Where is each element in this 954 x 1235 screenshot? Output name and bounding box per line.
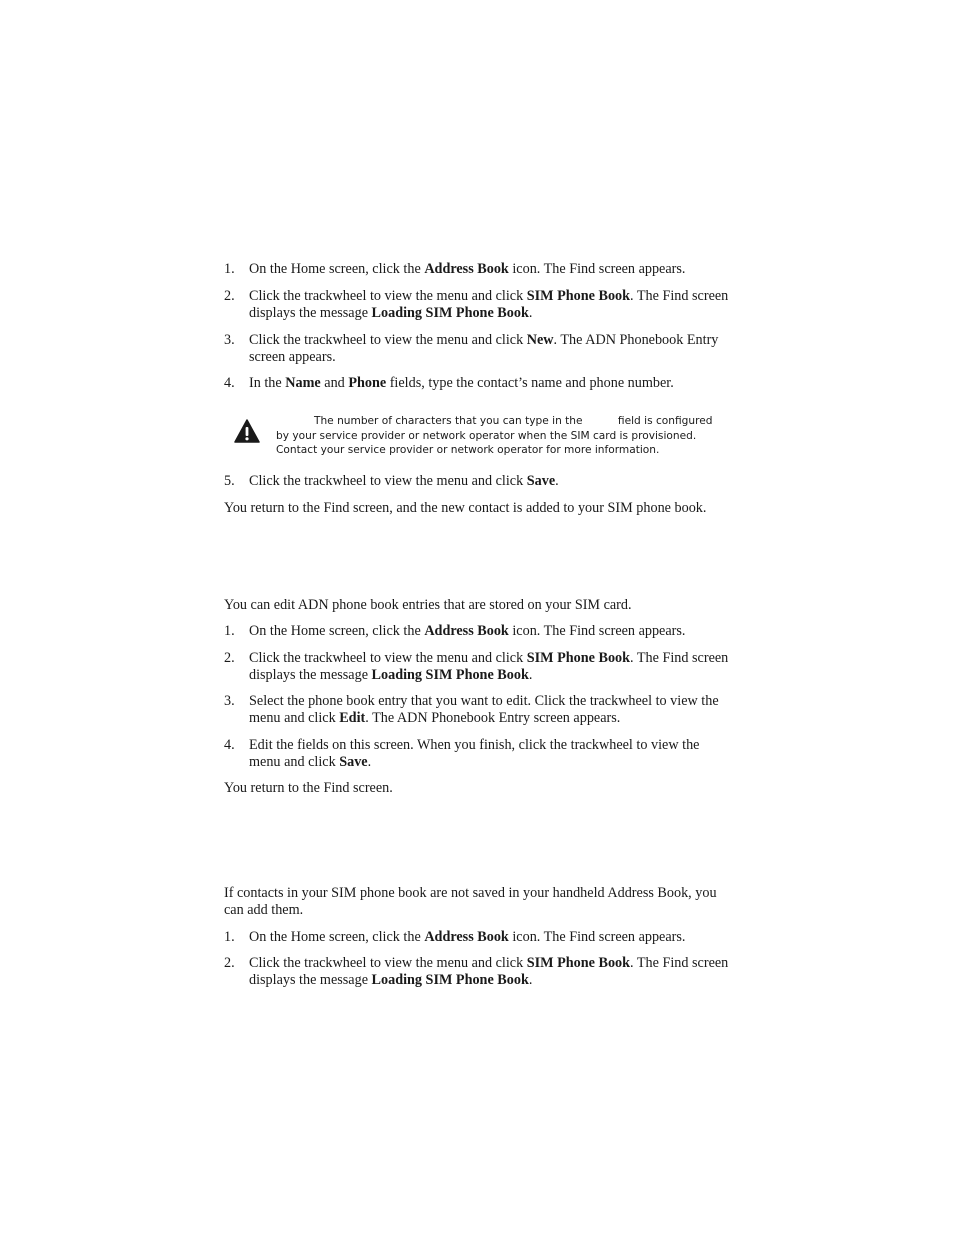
step-number: 2. — [224, 288, 235, 304]
s1-step-3 — [224, 332, 734, 366]
s1-step-2 — [224, 288, 734, 322]
s1-step-5 — [224, 473, 734, 490]
warning-note — [234, 413, 713, 459]
step-text: Click the trackwheel to view the menu and click SIM Phone Book. The Find screen displays the message Loading SIM Phone Book. — [249, 288, 729, 321]
step-text: On the Home screen, click the Address Book icon. The Find screen appears. — [249, 929, 686, 945]
step-text: Select the phone book entry that you want to edit. Click the trackwheel to view the menu and click Edit. The ADN Phonebook Entry screen appears. — [249, 693, 719, 726]
step-number: 3. — [224, 693, 235, 709]
step-text: On the Home screen, click the Address Book icon. The Find screen appears. — [249, 623, 686, 639]
step-number: 1. — [224, 929, 235, 945]
note-text: The number of characters that you can type in the field is configured by your service provider or network operator when the SIM card is provisioned. Contact your service provider or network operator for more information. — [276, 415, 713, 457]
s1-step-1 — [224, 261, 734, 278]
s2-result: You return to the Find screen. — [224, 780, 393, 796]
s3-step-2 — [224, 955, 734, 989]
step-number: 1. — [224, 623, 235, 639]
s1-result: You return to the Find screen, and the new contact is added to your SIM phone book. — [224, 500, 707, 516]
s2-step-2 — [224, 650, 734, 684]
step-number: 5. — [224, 473, 235, 489]
step-number: 3. — [224, 332, 235, 348]
s3-intro: If contacts in your SIM phone book are not saved in your handheld Address Book, you can add them. — [224, 885, 717, 918]
step-number: 4. — [224, 375, 235, 391]
step-text: In the Name and Phone fields, type the contact’s name and phone number. — [249, 375, 674, 391]
step-text: Click the trackwheel to view the menu and click SIM Phone Book. The Find screen displays the message Loading SIM Phone Book. — [249, 650, 729, 683]
s2-step-1 — [224, 623, 734, 640]
step-number: 2. — [224, 650, 235, 666]
s2-step-3 — [224, 693, 734, 727]
step-text: Click the trackwheel to view the menu and click New. The ADN Phonebook Entry screen appears. — [249, 332, 719, 365]
step-number: 1. — [224, 261, 235, 277]
step-text: Edit the fields on this screen. When you finish, click the trackwheel to view the menu and click Save. — [249, 737, 700, 770]
step-number: 4. — [224, 737, 235, 753]
s3-step-1 — [224, 929, 734, 946]
s1-step-4 — [224, 375, 734, 392]
step-text: On the Home screen, click the Address Book icon. The Find screen appears. — [249, 261, 686, 277]
step-text: Click the trackwheel to view the menu and click SIM Phone Book. The Find screen displays the message Loading SIM Phone Book. — [249, 955, 729, 988]
s2-intro: You can edit ADN phone book entries that are stored on your SIM card. — [224, 597, 632, 613]
s2-step-4 — [224, 737, 734, 771]
warning-icon — [234, 419, 260, 443]
step-text: Click the trackwheel to view the menu and click Save. — [249, 473, 559, 489]
step-number: 2. — [224, 955, 235, 971]
